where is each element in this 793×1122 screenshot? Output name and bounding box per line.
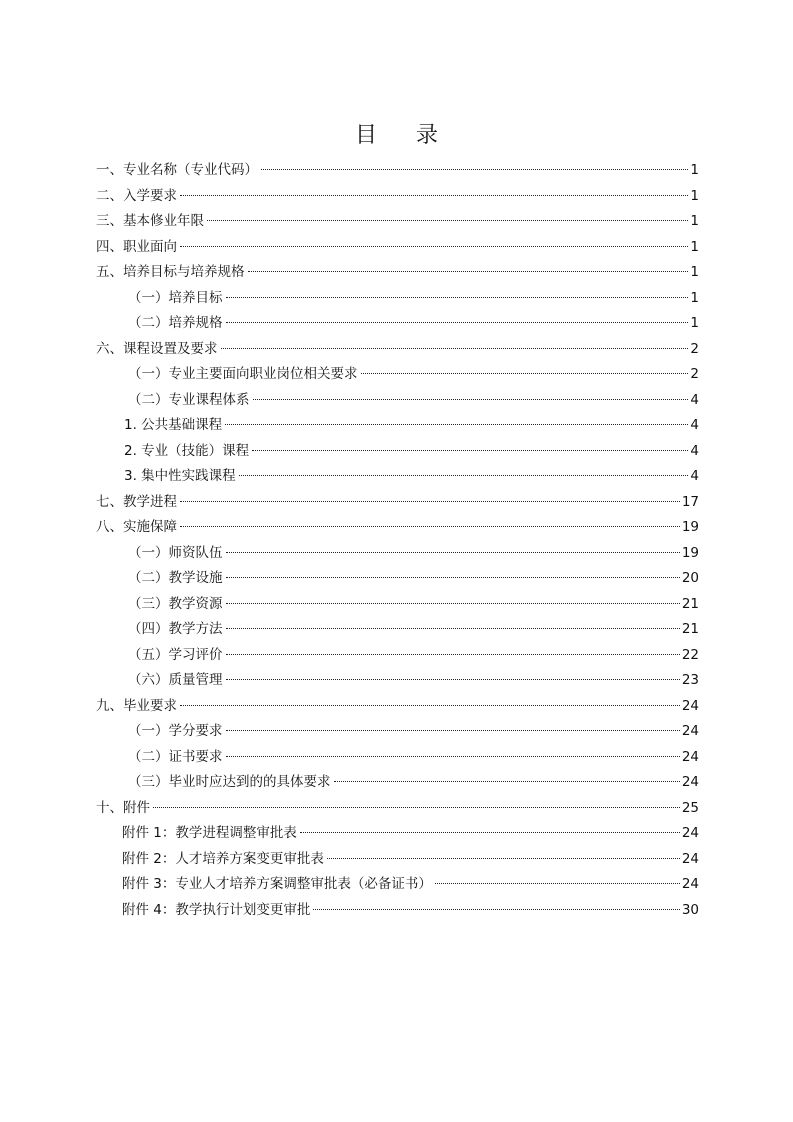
- toc-entry-label: （二）培养规格: [128, 315, 223, 331]
- toc-entry-label: （一）专业主要面向职业岗位相关要求: [128, 366, 358, 382]
- toc-entry-label: （四）教学方法: [128, 621, 223, 637]
- toc-entry[interactable]: [96, 209, 699, 235]
- toc-entry-label: 三、基本修业年限: [96, 213, 204, 229]
- table-of-contents: [96, 158, 699, 923]
- toc-entry[interactable]: [96, 592, 699, 618]
- toc-entry-label: 八、实施保障: [96, 519, 177, 535]
- toc-entry-label: 2. 专业（技能）课程: [124, 442, 250, 459]
- dot-leader: [180, 501, 680, 502]
- toc-entry-label: 十、附件: [96, 799, 150, 816]
- toc-entry[interactable]: [96, 770, 699, 796]
- toc-entry-page-number: 24: [681, 825, 699, 841]
- toc-entry-page-number: 1: [690, 289, 699, 306]
- toc-entry-label: （一）师资队伍: [128, 544, 223, 561]
- toc-entry-page-number: 24: [681, 723, 699, 739]
- toc-entry[interactable]: [96, 643, 699, 669]
- toc-entry-label: 二、入学要求: [96, 187, 177, 204]
- toc-title: 目 录: [355, 123, 454, 148]
- toc-entry-page-number: 2: [690, 340, 699, 357]
- dot-leader: [239, 475, 689, 476]
- toc-entry-page-number: 4: [690, 468, 699, 484]
- toc-entry[interactable]: [96, 235, 699, 261]
- dot-leader: [226, 679, 680, 680]
- toc-entry[interactable]: [96, 158, 699, 184]
- toc-entry[interactable]: [96, 694, 699, 720]
- toc-entry-page-number: 4: [690, 391, 699, 408]
- dot-leader: [226, 756, 680, 757]
- toc-entry-page-number: 1: [690, 187, 699, 204]
- toc-entry-page-number: 24: [681, 748, 699, 765]
- toc-entry-label: （六）质量管理: [128, 672, 223, 688]
- toc-entry-label: （五）学习评价: [128, 646, 223, 663]
- toc-entry-label: 六、课程设置及要求: [96, 340, 218, 357]
- toc-entry-page-number: 25: [681, 799, 699, 816]
- toc-entry[interactable]: [96, 439, 699, 465]
- toc-entry-page-number: 21: [681, 621, 699, 637]
- toc-entry[interactable]: [96, 413, 699, 439]
- toc-entry[interactable]: [96, 617, 699, 643]
- toc-entry-page-number: 1: [690, 264, 699, 280]
- toc-entry-label: （一）学分要求: [128, 723, 223, 739]
- toc-entry[interactable]: [96, 464, 699, 490]
- dot-leader: [300, 832, 680, 833]
- toc-entry[interactable]: [96, 872, 699, 898]
- toc-entry-page-number: 17: [681, 493, 699, 510]
- toc-entry[interactable]: [96, 847, 699, 873]
- toc-entry-label: 1. 公共基础课程: [124, 417, 223, 433]
- toc-entry-label: 五、培养目标与培养规格: [96, 264, 245, 280]
- toc-entry-page-number: 19: [681, 519, 699, 535]
- dot-leader: [180, 195, 688, 196]
- dot-leader: [180, 705, 680, 706]
- toc-entry-page-number: 20: [681, 570, 699, 586]
- toc-entry-page-number: 1: [690, 162, 699, 178]
- dot-leader: [226, 654, 680, 655]
- toc-entry-label: 附件 1：教学进程调整审批表: [122, 825, 297, 841]
- toc-entry-label: （三）毕业时应达到的的具体要求: [128, 774, 331, 790]
- toc-entry[interactable]: [96, 388, 699, 414]
- toc-entry[interactable]: [96, 668, 699, 694]
- dot-leader: [180, 246, 688, 247]
- dot-leader: [435, 883, 680, 884]
- toc-entry-label: 3. 集中性实践课程: [124, 468, 236, 484]
- toc-entry-page-number: 2: [690, 366, 699, 382]
- toc-entry-page-number: 1: [690, 238, 699, 255]
- toc-entry-page-number: 1: [690, 213, 699, 229]
- dot-leader: [252, 450, 688, 451]
- dot-leader: [334, 781, 680, 782]
- toc-entry-page-number: 30: [681, 901, 699, 918]
- toc-entry-page-number: 4: [690, 417, 699, 433]
- toc-entry-label: （二）专业课程体系: [128, 391, 250, 408]
- dot-leader: [226, 730, 680, 731]
- toc-entry-page-number: 24: [681, 850, 699, 867]
- dot-leader: [226, 603, 680, 604]
- toc-entry-label: （二）证书要求: [128, 748, 223, 765]
- toc-entry[interactable]: [96, 311, 699, 337]
- toc-entry[interactable]: [96, 719, 699, 745]
- toc-entry-label: （三）教学资源: [128, 595, 223, 612]
- toc-entry-page-number: 24: [681, 774, 699, 790]
- dot-leader: [253, 399, 689, 400]
- toc-entry-label: （二）教学设施: [128, 570, 223, 586]
- toc-entry-label: 附件 2：人才培养方案变更审批表: [122, 850, 324, 867]
- toc-entry-page-number: 24: [681, 876, 699, 892]
- toc-entry[interactable]: [96, 286, 699, 312]
- toc-entry[interactable]: [96, 898, 699, 924]
- dot-leader: [261, 169, 688, 170]
- dot-leader: [153, 807, 680, 808]
- toc-entry-page-number: 22: [681, 646, 699, 663]
- toc-entry-label: 附件 3：专业人才培养方案调整审批表（必备证书）: [122, 876, 432, 892]
- dot-leader: [226, 628, 680, 629]
- toc-entry[interactable]: [96, 566, 699, 592]
- toc-entry[interactable]: [96, 184, 699, 210]
- toc-entry[interactable]: [96, 821, 699, 847]
- toc-entry-label: 附件 4：教学执行计划变更审批: [122, 901, 311, 918]
- toc-entry-page-number: 24: [681, 697, 699, 714]
- toc-entry[interactable]: [96, 745, 699, 771]
- dot-leader: [361, 373, 689, 374]
- dot-leader: [313, 909, 679, 910]
- toc-entry-label: 一、专业名称（专业代码）: [96, 162, 258, 178]
- toc-entry-page-number: 1: [690, 315, 699, 331]
- toc-entry-page-number: 4: [690, 442, 699, 459]
- toc-entry[interactable]: [96, 362, 699, 388]
- dot-leader: [248, 271, 689, 272]
- toc-entry-label: （一）培养目标: [128, 289, 223, 306]
- dot-leader: [225, 424, 688, 425]
- toc-entry[interactable]: [96, 515, 699, 541]
- toc-entry[interactable]: [96, 260, 699, 286]
- dot-leader: [221, 348, 689, 349]
- toc-entry-page-number: 21: [681, 595, 699, 612]
- toc-entry[interactable]: [96, 541, 699, 567]
- toc-entry[interactable]: [96, 337, 699, 363]
- dot-leader: [226, 297, 689, 298]
- dot-leader: [226, 322, 689, 323]
- dot-leader: [327, 858, 680, 859]
- toc-entry-label: 四、职业面向: [96, 238, 177, 255]
- dot-leader: [226, 577, 680, 578]
- dot-leader: [180, 526, 680, 527]
- toc-entry-page-number: 19: [681, 544, 699, 561]
- toc-entry-label: 九、毕业要求: [96, 697, 177, 714]
- toc-entry[interactable]: [96, 490, 699, 516]
- toc-entry[interactable]: [96, 796, 699, 822]
- toc-entry-page-number: 23: [681, 672, 699, 688]
- dot-leader: [207, 220, 688, 221]
- dot-leader: [226, 552, 680, 553]
- toc-entry-label: 七、教学进程: [96, 493, 177, 510]
